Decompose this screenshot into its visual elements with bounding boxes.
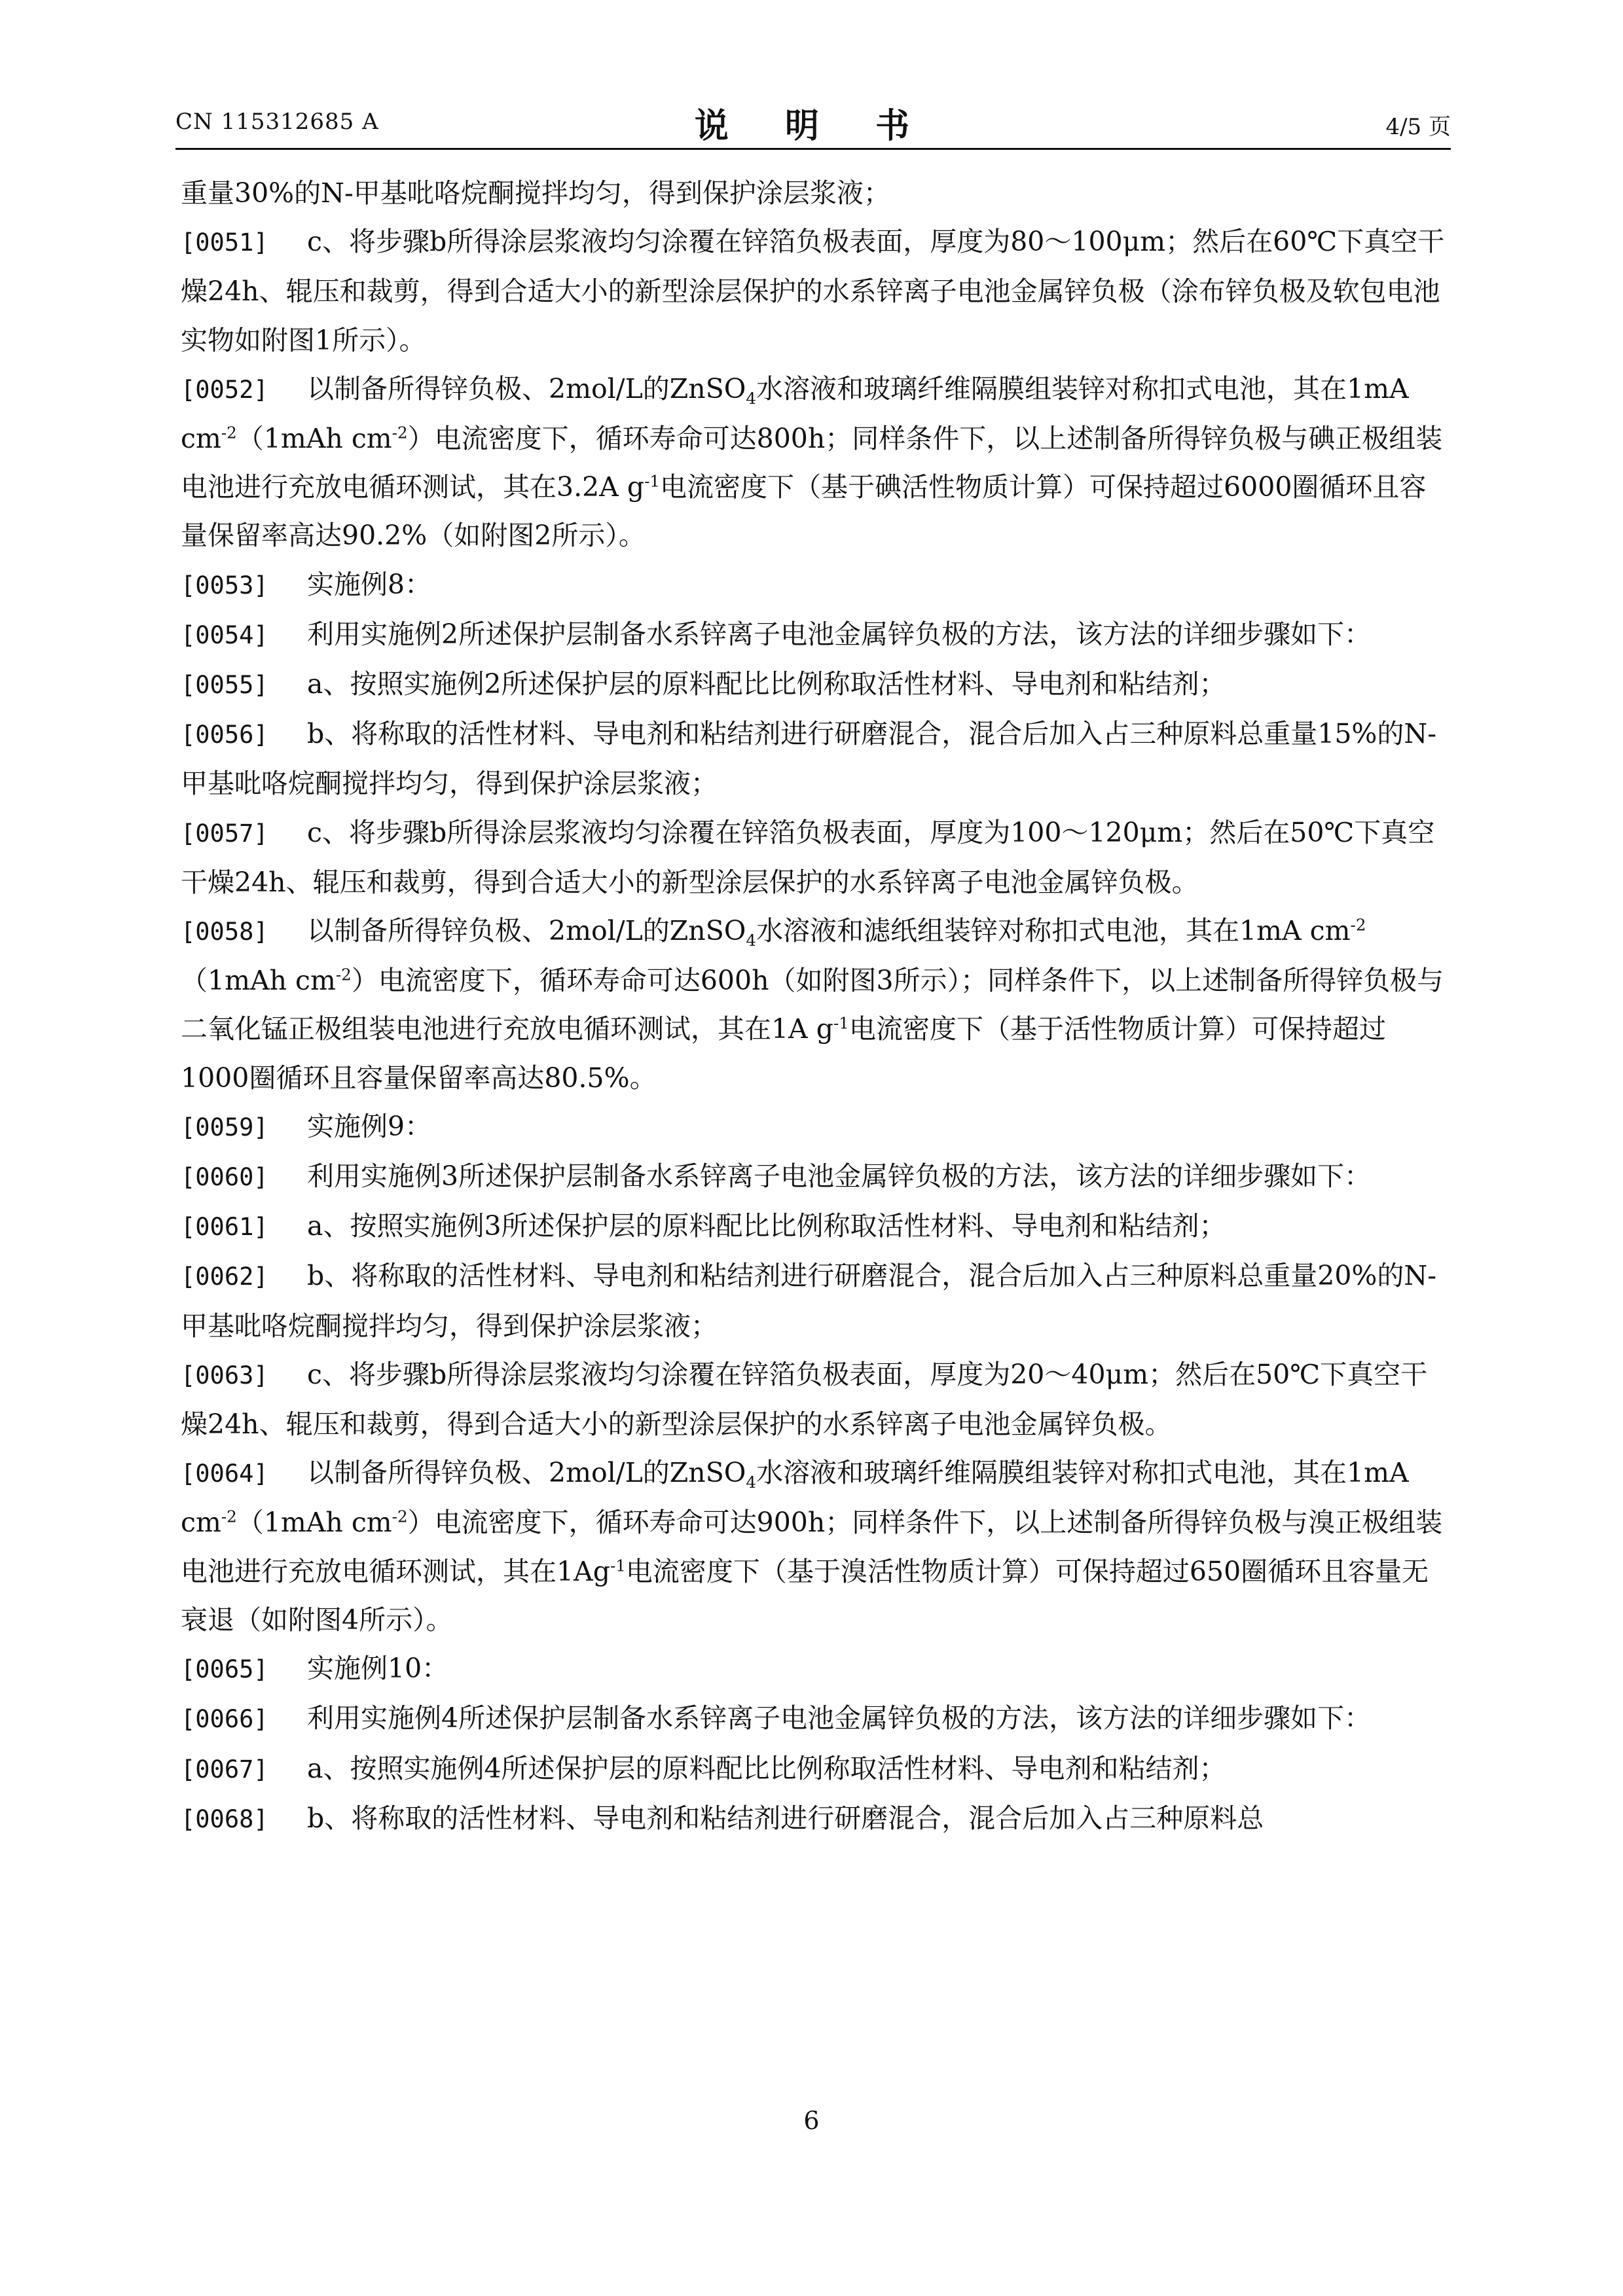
paragraph-text: 电流密度下（基于碘活性物质计算）可保持超过6000圈循环且容量保留率高达90.2%（如附图2所示）。: [181, 471, 1427, 552]
paragraph-number: [0058]: [181, 918, 268, 946]
paragraph-text: c、将步骤b所得涂层浆液均匀涂覆在锌箔负极表面，厚度为80～100μm；然后在60℃下真空干燥24h、辊压和裁剪，得到合适大小的新型涂层保护的水系锌离子电池金属锌负极（涂布锌负极及软包电池实物如附图1所示）。: [181, 226, 1445, 356]
paragraph: [181, 560, 1448, 610]
paragraph: [181, 610, 1448, 660]
paragraph-text: （1mAh cm: [236, 1507, 392, 1539]
paragraph-number: [0056]: [181, 721, 268, 749]
subscript: 4: [746, 389, 757, 408]
document-body: [181, 169, 1448, 1844]
paragraph-number: [0063]: [181, 1361, 268, 1390]
paragraph-number: [0059]: [181, 1113, 268, 1141]
paragraph-text: a、按照实施例4所述保护层的原料配比比例称取活性材料、导电剂和粘结剂；: [307, 1752, 1226, 1784]
paragraph-text: 利用实施例2所述保护层制备水系锌离子电池金属锌负极的方法，该方法的详细步骤如下：: [307, 618, 1372, 650]
paragraph: [181, 808, 1448, 906]
paragraph-text: 水溶液和滤纸组装锌对称扣式电池，其在1mA cm: [756, 915, 1351, 947]
paragraph: [181, 1744, 1448, 1794]
page-counter: 4/5 页: [1385, 114, 1451, 140]
superscript: -2: [335, 965, 352, 984]
paragraph-number: [0065]: [181, 1655, 268, 1684]
paragraph-number: [0067]: [181, 1755, 268, 1784]
paragraph-number: [0052]: [181, 375, 268, 404]
paragraph: [181, 1794, 1448, 1844]
subscript: 4: [746, 931, 757, 950]
paragraph-text: 以制备所得锌负极、2mol/L的ZnSO: [307, 915, 746, 947]
paragraph: [181, 660, 1448, 709]
paragraph-text: b、将称取的活性材料、导电剂和粘结剂进行研磨混合，混合后加入占三种原料总: [307, 1802, 1264, 1834]
paragraph-text: 水溶液和玻璃纤维隔膜组装锌对称扣式电池，其在1mA cm: [181, 1457, 1409, 1539]
superscript: -2: [1350, 915, 1366, 935]
paragraph-text: 以制备所得锌负极、2mol/L的ZnSO: [307, 372, 746, 404]
paragraph-text: c、将步骤b所得涂层浆液均匀涂覆在锌箔负极表面，厚度为100～120μm；然后在50℃下真空干燥24h、辊压和裁剪，得到合适大小的新型涂层保护的水系锌离子电池金属锌负极。: [181, 816, 1435, 898]
paragraph-number: [0055]: [181, 671, 268, 700]
paragraph-text: 实施例9：: [307, 1110, 432, 1142]
paragraph-text: （1mAh cm: [236, 423, 392, 455]
paragraph-text: （1mAh cm: [181, 965, 336, 997]
header-rule: [175, 148, 1451, 150]
paragraph: [181, 1102, 1448, 1152]
paragraph: [181, 1350, 1448, 1448]
paragraph: [181, 365, 1448, 560]
paragraph: [181, 169, 1448, 217]
paragraph-text: 电流密度下（基于活性物质计算）可保持超过1000圈循环且容量保留率高达80.5%。: [181, 1013, 1386, 1094]
paragraph-number: [0060]: [181, 1163, 268, 1192]
paragraph-number: [0066]: [181, 1705, 268, 1734]
paragraph-number: [0051]: [181, 228, 268, 257]
paragraph-number: [0061]: [181, 1213, 268, 1242]
paragraph: [181, 906, 1448, 1102]
paragraph-text: 实施例8：: [307, 568, 432, 600]
paragraph-text: ）电流密度下，循环寿命可达600h（如附图3所示）；同样条件下，以上述制备所得锌负极与二氧化锰正极组装电池进行充放电循环测试，其在1A g: [181, 965, 1444, 1045]
paragraph: [181, 1644, 1448, 1694]
paragraph: [181, 1152, 1448, 1202]
document-title: 说 明 书: [694, 106, 932, 146]
paragraph-text: 重量30%的N-甲基吡咯烷酮搅拌均匀，得到保护涂层浆液；: [181, 177, 890, 209]
paragraph-text: 电流密度下（基于溴活性物质计算）可保持超过650圈循环且容量无衰退（如附图4所示）。: [181, 1555, 1429, 1636]
paragraph: [181, 1202, 1448, 1251]
paragraph-number: [0068]: [181, 1804, 268, 1833]
paragraph-text: a、按照实施例2所述保护层的原料配比比例称取活性材料、导电剂和粘结剂；: [307, 668, 1226, 700]
paragraph-text: ）电流密度下，循环寿命可达900h；同样条件下，以上述制备所得锌负极与溴正极组装电池进行充放电循环测试，其在1Ag: [181, 1507, 1443, 1587]
paragraph-text: a、按照实施例3所述保护层的原料配比比例称取活性材料、导电剂和粘结剂；: [307, 1210, 1226, 1242]
paragraph-text: 水溶液和玻璃纤维隔膜组装锌对称扣式电池，其在1mA cm: [181, 372, 1409, 455]
paragraph-number: [0054]: [181, 620, 268, 649]
paragraph-text: b、将称取的活性材料、导电剂和粘结剂进行研磨混合，混合后加入占三种原料总重量15%的N-甲基吡咯烷酮搅拌均匀，得到保护涂层浆液；: [181, 718, 1437, 800]
paragraph-number: [0053]: [181, 571, 268, 600]
subscript: 4: [746, 1473, 757, 1492]
paragraph-text: 利用实施例4所述保护层制备水系锌离子电池金属锌负极的方法，该方法的详细步骤如下：: [307, 1702, 1372, 1734]
page-header: [175, 98, 1451, 144]
paragraph-text: b、将称取的活性材料、导电剂和粘结剂进行研磨混合，混合后加入占三种原料总重量20%的N-甲基吡咯烷酮搅拌均匀，得到保护涂层浆液；: [181, 1260, 1437, 1342]
paragraph: [181, 1694, 1448, 1744]
paragraph-text: ）电流密度下，循环寿命可达800h；同样条件下，以上述制备所得锌负极与碘正极组装电池进行充放电循环测试，其在3.2A g: [181, 423, 1443, 503]
superscript: -1: [644, 471, 661, 491]
paragraph-number: [0064]: [181, 1460, 268, 1488]
paragraph-text: 利用实施例3所述保护层制备水系锌离子电池金属锌负极的方法，该方法的详细步骤如下：: [307, 1160, 1372, 1193]
superscript: -2: [221, 423, 237, 442]
superscript: -2: [392, 423, 408, 442]
superscript: -2: [221, 1507, 237, 1526]
superscript: -2: [392, 1507, 408, 1526]
page-number: 6: [803, 2106, 820, 2135]
paragraph: [181, 709, 1448, 808]
patent-number: CN 115312685 A: [175, 109, 379, 135]
paragraph-number: [0062]: [181, 1263, 268, 1291]
paragraph: [181, 1448, 1448, 1644]
paragraph-text: c、将步骤b所得涂层浆液均匀涂覆在锌箔负极表面，厚度为20～40μm；然后在50℃下真空干燥24h、辊压和裁剪，得到合适大小的新型涂层保护的水系锌离子电池金属锌负极。: [181, 1358, 1428, 1441]
paragraph: [181, 1251, 1448, 1350]
paragraph-number: [0057]: [181, 819, 268, 848]
paragraph-text: 以制备所得锌负极、2mol/L的ZnSO: [307, 1457, 746, 1489]
paragraph-text: 实施例10：: [307, 1653, 449, 1685]
superscript: -1: [610, 1556, 626, 1575]
superscript: -1: [833, 1013, 849, 1033]
paragraph: [181, 217, 1448, 365]
